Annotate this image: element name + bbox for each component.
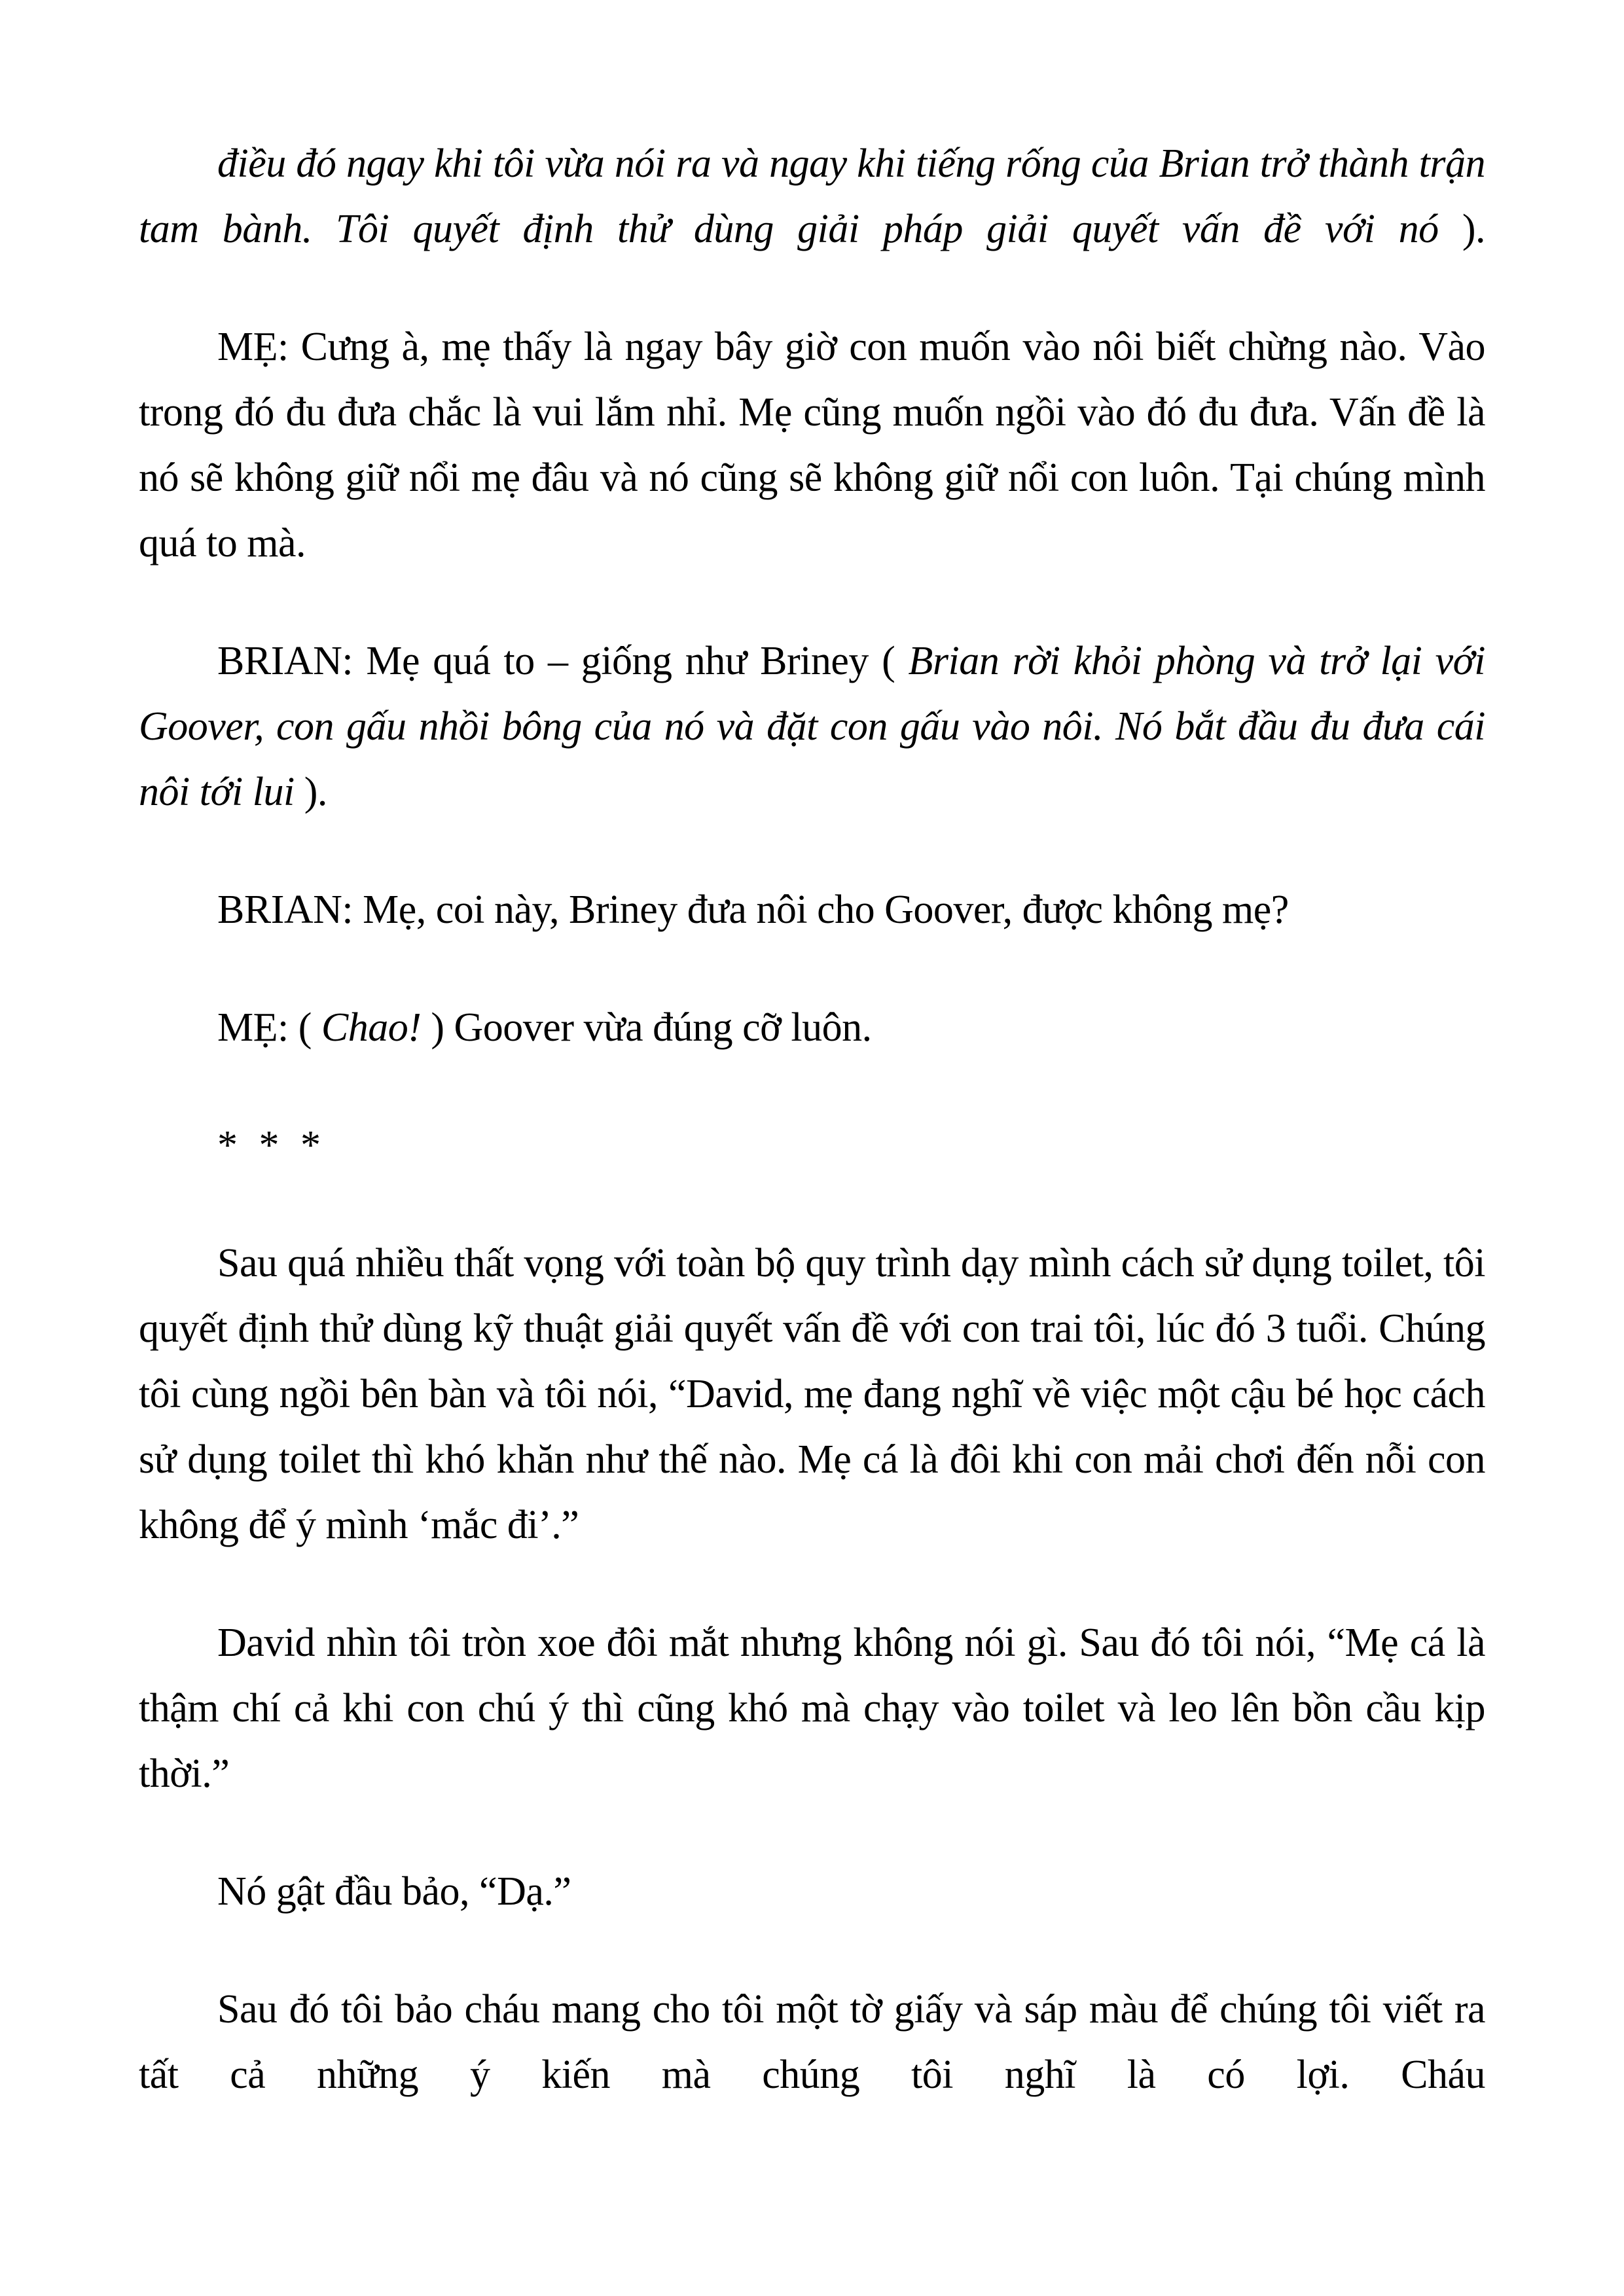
dialogue-me-2-close: ) Goover vừa đúng cỡ luôn. [421, 1005, 872, 1050]
narrative-paragraph-2-text: David nhìn tôi tròn xoe đôi mắt nhưng không nói gì. Sau đó tôi nói, “Mẹ cá là thậm chí cả khi con chú ý thì cũng khó mà chạy vào toilet và leo lên bồn cầu kịp thời.” [139, 1621, 1485, 1796]
narrative-paragraph-4-text: Sau đó tôi bảo cháu mang cho tôi một tờ giấy và sáp màu để chúng tôi viết ra tất cả những ý kiến mà chúng tôi nghĩ là có lợi. Cháu [139, 1987, 1485, 2097]
narrative-paragraph-1 [139, 1230, 1485, 1558]
dialogue-brian-1-stage-direction: Brian rời khỏi phòng và trở lại với Goover, con gấu nhồi bông của nó và đặt con gấu vào nôi. Nó bắt đầu đu đưa cái nôi tới lui [139, 639, 1485, 814]
dialogue-me-1-text: MẸ: Cưng à, mẹ thấy là ngay bây giờ con muốn vào nôi biết chừng nào. Vào trong đó đu đưa chắc là vui lắm nhỉ. Mẹ cũng muốn ngồi vào đó đu đưa. Vấn đề là nó sẽ không giữ nổi mẹ đâu và nó cũng sẽ không giữ nổi con luôn. Tại chúng mình quá to mà. [139, 325, 1485, 565]
dialogue-me-2-lead: MẸ: ( [217, 1005, 321, 1050]
narrative-paragraph-3 [139, 1859, 1485, 1924]
dialogue-me-1 [139, 314, 1485, 576]
narrative-paragraph-4 [139, 1977, 1485, 2108]
paragraph-continuation-stage-direction [139, 131, 1485, 262]
stage-direction-text: điều đó ngay khi tôi vừa nói ra và ngay khi tiếng rống của Brian trở thành trận tam bành. Tôi quyết định thử dùng giải pháp giải quyết vấn đề với nó [139, 141, 1485, 251]
stage-direction-close-paren: ). [1438, 207, 1485, 251]
narrative-paragraph-2 [139, 1610, 1485, 1806]
dialogue-brian-1 [139, 628, 1485, 825]
dialogue-me-2-exclamation: Chao! [321, 1005, 422, 1050]
dialogue-brian-1-lead: BRIAN: Mẹ quá to – giống như Briney ( [217, 639, 909, 683]
dialogue-me-2 [139, 995, 1485, 1060]
narrative-paragraph-3-text: Nó gật đầu bảo, “Dạ.” [217, 1869, 571, 1914]
scene-break-asterisks: * * * [217, 1123, 321, 1168]
dialogue-brian-1-close-paren: ). [294, 770, 327, 814]
narrative-paragraph-1-text: Sau quá nhiều thất vọng với toàn bộ quy trình dạy mình cách sử dụng toilet, tôi quyết định thử dùng kỹ thuật giải quyết vấn đề với con trai tôi, lúc đó 3 tuổi. Chúng tôi cùng ngồi bên bàn và tôi nói, “David, mẹ đang nghĩ về việc một cậu bé học cách sử dụng toilet thì khó khăn như thế nào. Mẹ cá là đôi khi con mải chơi đến nỗi con không để ý mình ‘mắc đi’.” [139, 1241, 1485, 1547]
dialogue-brian-2-text: BRIAN: Mẹ, coi này, Briney đưa nôi cho Goover, được không mẹ? [217, 888, 1289, 932]
dialogue-brian-2 [139, 877, 1485, 942]
